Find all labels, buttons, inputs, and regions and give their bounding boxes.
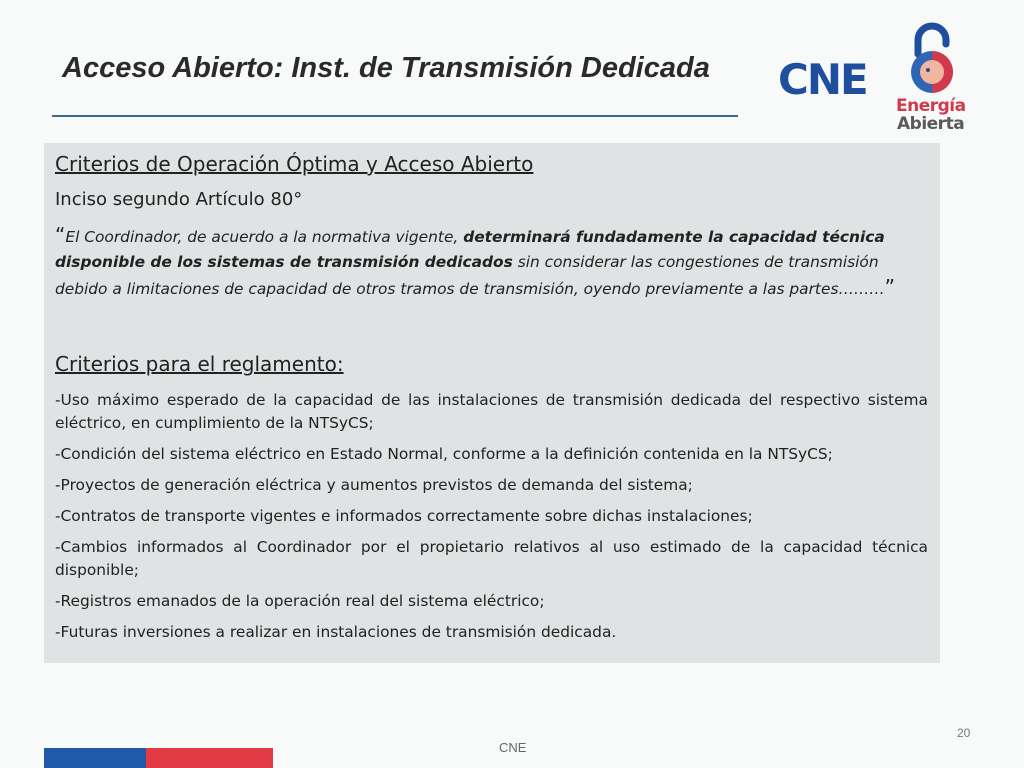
abierta-logo-text: Abierta	[897, 114, 965, 134]
criteria-list	[55, 389, 928, 652]
section-heading-criterios-operacion: Criterios de Operación Óptima y Acceso Abierto	[55, 152, 534, 176]
cne-logo	[778, 56, 874, 100]
list-item: -Registros emanados de la operación real del sistema eléctrico;	[55, 592, 545, 610]
cne-logo-text: CNE	[778, 56, 867, 100]
energia-abierta-lock-icon	[896, 20, 970, 96]
quote-part1: El Coordinador, de acuerdo a la normativa vigente,	[65, 228, 464, 246]
list-item: -Proyectos de generación eléctrica y aumentos previstos de demanda del sistema;	[55, 476, 693, 494]
list-item: -Uso máximo esperado de la capacidad de las instalaciones de transmisión dedicada del respectivo sistema eléctrico, en cumplimiento de la NTSyCS;	[55, 391, 928, 432]
article-reference: Inciso segundo Artículo 80°	[55, 189, 303, 210]
title-divider	[52, 115, 738, 117]
quote-part2: sin considerar las congestiones de transmisión debido a limitaciones de capacidad de otros tramos de transmisión, oyendo previamente a las partes………	[55, 253, 885, 298]
footer-text: CNE	[499, 740, 527, 755]
footer-bar-blue	[44, 748, 146, 768]
quote-close-mark: ”	[884, 275, 896, 299]
footer-bar-red	[146, 748, 273, 768]
list-item: -Condición del sistema eléctrico en Estado Normal, conforme a la definición contenida en la NTSyCS;	[55, 445, 833, 463]
quote-bold: determinará fundadamente la capacidad técnica disponible de los sistemas de transmisión dedicados	[55, 228, 885, 271]
list-item: -Cambios informados al Coordinador por el propietario relativos al uso estimado de la capacidad técnica disponible;	[55, 538, 928, 579]
list-item: -Futuras inversiones a realizar en instalaciones de transmisión dedicada.	[55, 623, 617, 641]
energia-logo-text: Energía	[896, 96, 966, 116]
slide-title: Acceso Abierto: Inst. de Transmisión Dedicada	[62, 52, 710, 84]
page-number: 20	[957, 726, 971, 740]
content-box	[44, 143, 940, 663]
quote-open-mark: “	[55, 223, 66, 247]
list-item: -Contratos de transporte vigentes e informados correctamente sobre dichas instalaciones;	[55, 507, 753, 525]
article-quote	[55, 223, 928, 302]
section-heading-criterios-reglamento: Criterios para el reglamento:	[55, 352, 344, 376]
